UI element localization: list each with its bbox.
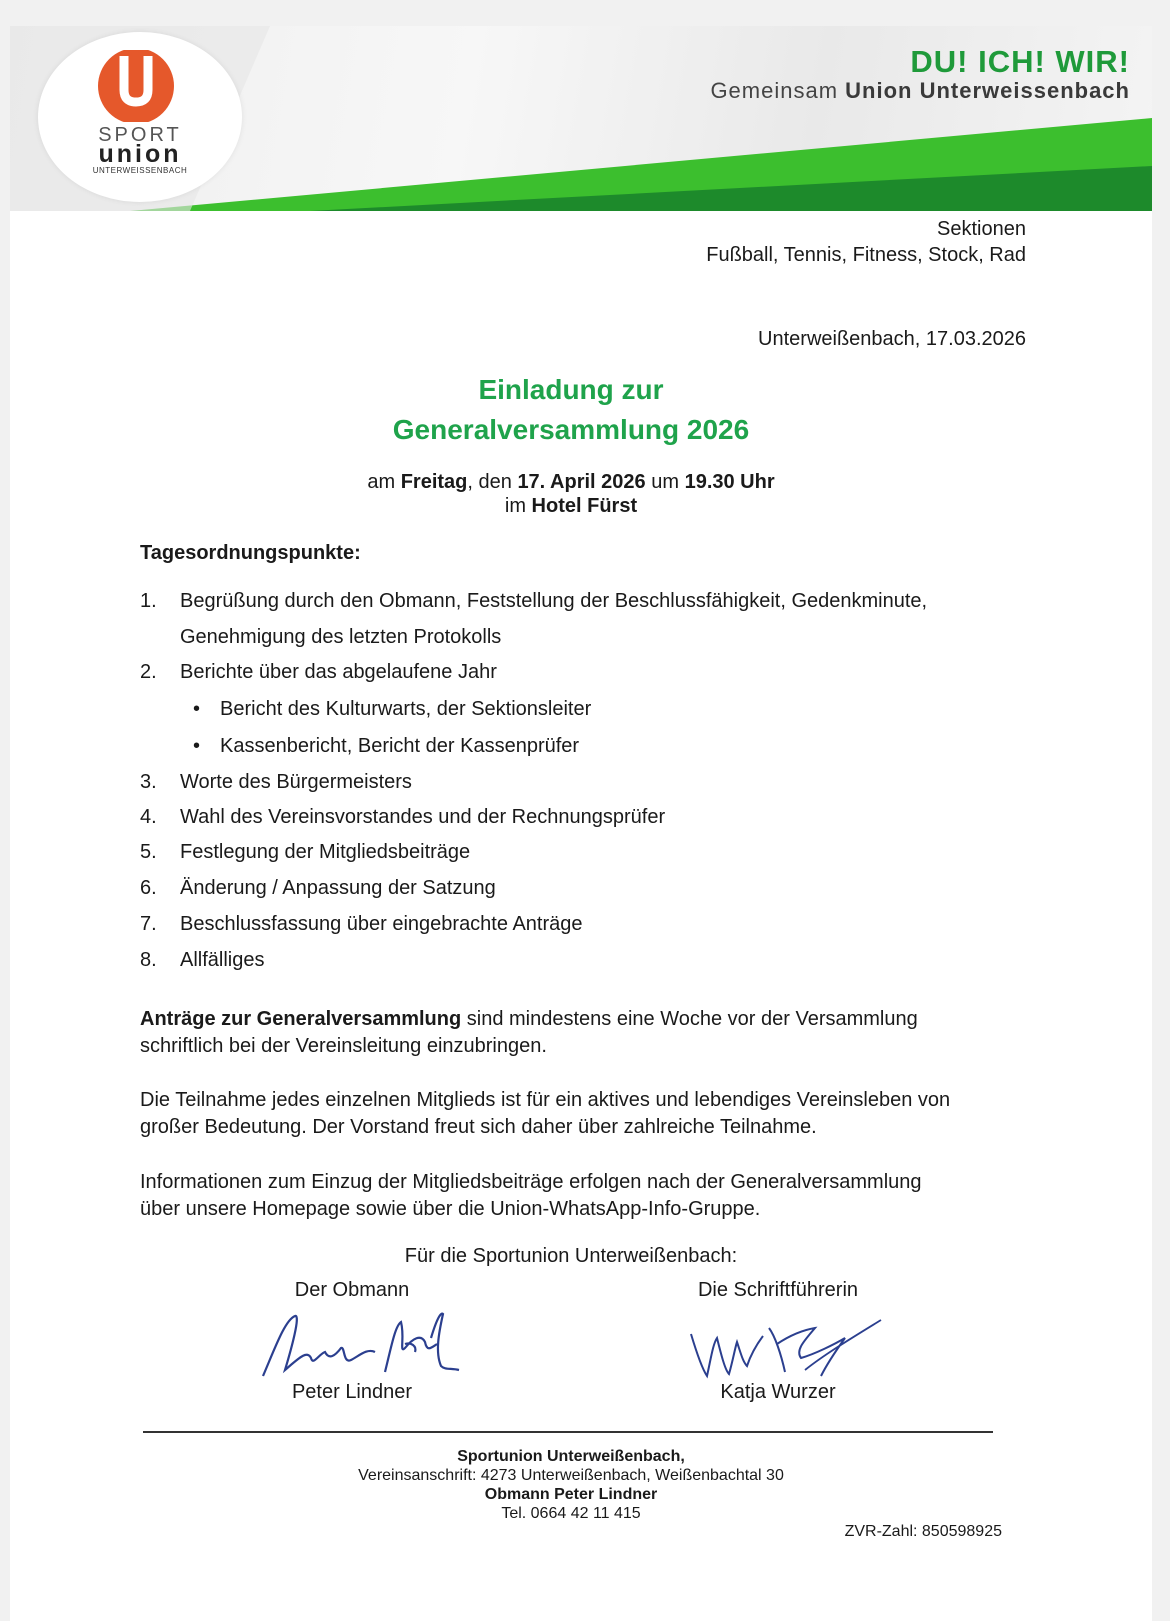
agenda-text-8: Allfälliges <box>180 949 265 971</box>
left-signer-name: Peter Lindner <box>291 1381 413 1403</box>
agenda-num-8: 8. <box>140 949 157 971</box>
agenda-text-3: Worte des Bürgermeisters <box>180 771 412 793</box>
motions-l2: schriftlich bei der Vereinsleitung einzubringen. <box>140 1035 547 1057</box>
agenda-text-1-cont: Genehmigung des letzten Protokolls <box>180 626 502 648</box>
footer-divider <box>143 1431 993 1433</box>
logo-union-text: union <box>98 140 182 168</box>
left-signer-role: Der Obmann <box>294 1279 410 1301</box>
right-signer-name: Katja Wurzer <box>720 1381 836 1403</box>
agenda-num-3: 3. <box>140 771 157 793</box>
agenda-text-5: Festlegung der Mitgliedsbeiträge <box>180 841 471 863</box>
agenda-num-1: 1. <box>140 590 157 612</box>
document-page <box>10 26 1152 1621</box>
subtitle-club: Union Unterweissenbach <box>845 78 1130 103</box>
agenda-heading: Tagesordnungspunkte: <box>140 542 361 564</box>
event-date: 17. April 2026 <box>517 471 646 493</box>
footer-zvr: ZVR-Zahl: 850598925 <box>844 1523 1002 1540</box>
event-loc-prefix: im <box>504 495 532 517</box>
sections-list: Fußball, Tennis, Fitness, Stock, Rad <box>706 244 1026 266</box>
left-handwritten-signature <box>255 1308 465 1388</box>
agenda-text-7: Beschlussfassung über eingebrachte Anträge <box>180 913 583 935</box>
bullet-icon: • <box>193 698 201 720</box>
agenda-text-2: Berichte über das abgelaufene Jahr <box>180 661 497 683</box>
agenda-subitem-1: Bericht des Kulturwarts, der Sektionsleiter <box>220 698 592 720</box>
footer-phone: Tel. 0664 42 11 415 <box>501 1505 641 1522</box>
event-p2: , den <box>467 471 518 493</box>
title-line-2: Generalversammlung 2026 <box>392 414 750 445</box>
participation-l2: großer Bedeutung. Der Vorstand freut sich daher über zahlreiche Teilnahme. <box>140 1116 817 1138</box>
paragraph-participation <box>140 1087 1020 1141</box>
motions-bold: Anträge zur Generalversammlung <box>140 1008 462 1030</box>
title-line-1: Einladung zur <box>478 374 664 405</box>
event-p1: am <box>367 471 401 493</box>
right-signer-role: Die Schriftführerin <box>697 1279 859 1301</box>
paragraph-motions <box>140 1006 1020 1060</box>
agenda-num-2: 2. <box>140 661 157 683</box>
motions-l1: sind mindestens eine Woche vor der Versammlung <box>461 1008 918 1030</box>
sections-block <box>706 216 1026 268</box>
signature-intro: Für die Sportunion Unterweißenbach: <box>404 1245 738 1267</box>
sections-label: Sektionen <box>937 218 1026 240</box>
slogan: DU! ICH! WIR! <box>910 44 1130 79</box>
information-l2: über unsere Homepage sowie über die Union-WhatsApp-Info-Gruppe. <box>140 1198 761 1220</box>
agenda-num-5: 5. <box>140 841 157 863</box>
footer-org: Sportunion Unterweißenbach, <box>457 1448 685 1465</box>
logo-sport-text: SPORT <box>98 124 182 146</box>
footer-address: Vereinsanschrift: 4273 Unterweißenbach, Weißenbachtal 30 <box>358 1467 784 1484</box>
agenda-num-4: 4. <box>140 806 157 828</box>
bullet-icon: • <box>193 735 201 757</box>
agenda-text-4: Wahl des Vereinsvorstandes und der Rechnungsprüfer <box>180 806 666 828</box>
slogan-subtitle <box>710 78 1130 104</box>
event-p3: um <box>645 471 685 493</box>
agenda-subitem-2: Kassenbericht, Bericht der Kassenprüfer <box>220 735 580 757</box>
header-banner <box>10 26 1152 211</box>
event-where <box>10 494 1132 518</box>
event-location: Hotel Fürst <box>531 495 638 517</box>
information-l1: Informationen zum Einzug der Mitgliedsbeiträge erfolgen nach der Generalversammlung <box>140 1171 922 1193</box>
agenda-num-7: 7. <box>140 913 157 935</box>
paragraph-information <box>140 1169 1020 1223</box>
agenda-num-6: 6. <box>140 877 157 899</box>
date-line: Unterweißenbach, 17.03.2026 <box>758 328 1026 350</box>
footer-chair: Obmann Peter Lindner <box>484 1486 658 1503</box>
event-time: 19.30 Uhr <box>684 471 775 493</box>
union-u-logo-icon <box>96 50 180 122</box>
event-when <box>10 470 1132 494</box>
agenda-text-6: Änderung / Anpassung der Satzung <box>180 877 496 899</box>
logo-town-text: UNTERWEISSENBACH <box>92 166 188 175</box>
subtitle-prefix: Gemeinsam <box>710 78 839 103</box>
participation-l1: Die Teilnahme jedes einzelnen Mitglieds ist für ein aktives und lebendiges Vereinsleben von <box>140 1089 951 1111</box>
event-weekday: Freitag <box>400 471 468 493</box>
agenda-text-1: Begrüßung durch den Obmann, Feststellung der Beschlussfähigkeit, Gedenkminute, <box>180 590 928 612</box>
